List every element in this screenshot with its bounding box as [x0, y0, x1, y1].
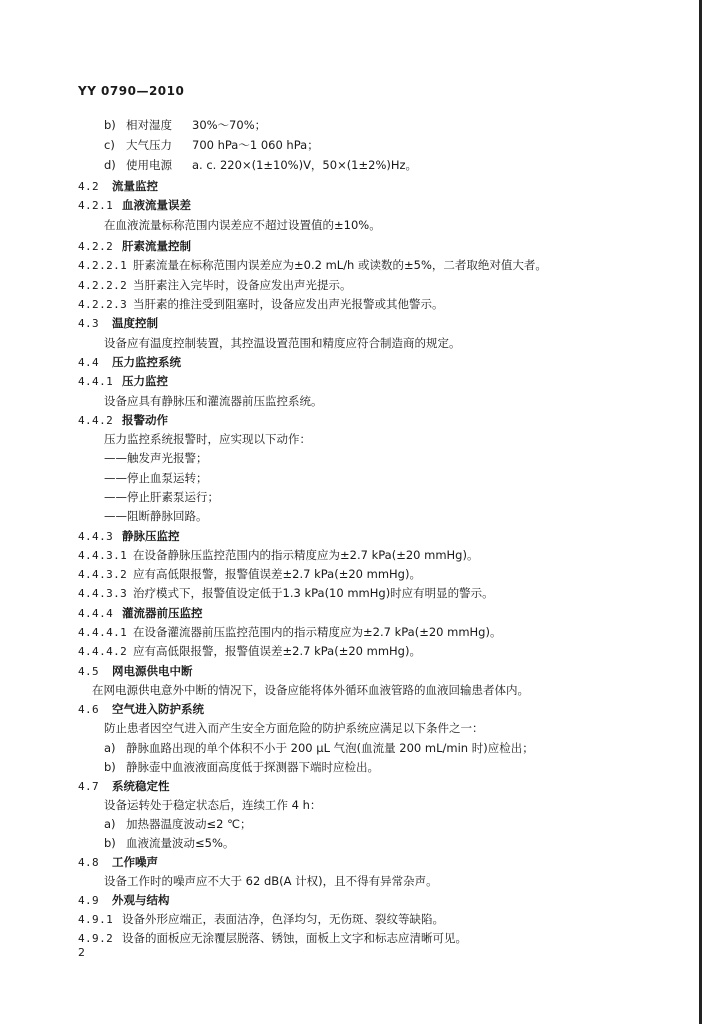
- paragraph-4-8: 设备工作时的噪声应不大于 62 dB(A 计权)，且不得有异常杂声。: [104, 874, 438, 888]
- section-heading-4-2: [78, 177, 158, 195]
- clause-text: 当肝素的推注受到阻塞时，设备应发出声光报警或其他警示。: [133, 297, 444, 311]
- paragraph-4-3: 设备应有温度控制装置，其控温设置范围和精度应符合制造商的规定。: [104, 336, 461, 350]
- section-heading-4-3: [78, 314, 158, 332]
- clause-text: 当肝素注入完毕时，设备应发出声光提示。: [133, 278, 352, 292]
- clause-4-4-4-2: [78, 642, 421, 660]
- clause-number: 4.4.4.2: [78, 645, 128, 658]
- section-number: 4.4.1: [78, 375, 114, 388]
- clause-number: 4.4.4.1: [78, 626, 128, 639]
- paragraph-4-5: 在网电源供电意外中断的情况下，设备应能将体外循环血液管路的血液回输患者体内。: [92, 683, 529, 697]
- section-title: 静脉压监控: [122, 529, 180, 543]
- list-marker: b): [104, 118, 116, 132]
- list-marker: b): [104, 760, 116, 774]
- section-number: 4.9: [78, 894, 100, 907]
- document-id: YY 0790—2010: [78, 84, 185, 98]
- list-item: [104, 834, 234, 852]
- section-number: 4.4.4: [78, 607, 114, 620]
- section-number: 4.2: [78, 180, 100, 193]
- section-number: 4.4.2: [78, 414, 114, 427]
- alarm-action-item: ——阻断静脉回路。: [104, 509, 208, 523]
- section-number: 4.6: [78, 703, 100, 716]
- list-marker: b): [104, 836, 116, 850]
- clause-text: 设备的面板应无涂覆层脱落、锈蚀，面板上文字和标志应清晰可见。: [122, 931, 467, 945]
- clause-4-9-2: [78, 929, 467, 947]
- section-heading-4-5: [78, 662, 193, 680]
- list-marker: d): [104, 158, 116, 172]
- clause-number: 4.4.3.1: [78, 549, 128, 562]
- clause-4-2-2-1: [78, 256, 547, 274]
- section-number: 4.2.1: [78, 199, 114, 212]
- section-title: 报警动作: [122, 413, 168, 427]
- clause-text: 在设备灌流器前压监控范围内的指示精度应为±2.7 kPa(±20 mmHg)。: [133, 625, 502, 639]
- list-marker: a): [104, 817, 116, 831]
- section-heading-4-4-4: [78, 604, 203, 622]
- alarm-action-item: ——触发声光报警；: [104, 451, 208, 465]
- clause-4-4-3-2: [78, 565, 421, 583]
- list-item: [104, 758, 379, 776]
- list-marker: c): [104, 138, 115, 152]
- clause-text: 应有高低限报警，报警值误差±2.7 kPa(±20 mmHg)。: [133, 567, 421, 581]
- clause-4-4-4-1: [78, 623, 501, 641]
- env-item-power: [104, 156, 417, 174]
- clause-number: 4.9.2: [78, 932, 114, 945]
- clause-number: 4.4.3.2: [78, 568, 128, 581]
- section-title: 温度控制: [112, 316, 158, 330]
- clause-number: 4.2.2.3: [78, 298, 128, 311]
- section-heading-4-4: [78, 353, 181, 371]
- env-item-humidity: [104, 116, 266, 134]
- section-title: 流量监控: [112, 179, 158, 193]
- list-item-text: 静脉壶中血液液面高度低于探测器下端时应检出。: [126, 760, 379, 774]
- list-item-text: 静脉血路出现的单个体积不小于 200 μL 气泡(血流量 200 mL/min 时)应检出；: [126, 741, 534, 755]
- section-number: 4.3: [78, 317, 100, 330]
- section-heading-4-9: [78, 891, 170, 909]
- section-title: 灌流器前压监控: [122, 606, 203, 620]
- clause-number: 4.2.2.1: [78, 259, 128, 272]
- env-value: 30%～70%；: [192, 118, 267, 132]
- section-number: 4.7: [78, 780, 100, 793]
- section-title: 肝素流量控制: [122, 239, 191, 253]
- list-item: [104, 739, 534, 757]
- env-label: 大气压力: [126, 138, 172, 152]
- env-label: 相对湿度: [126, 118, 172, 132]
- clause-number: 4.4.3.3: [78, 587, 128, 600]
- clause-text: 应有高低限报警，报警值误差±2.7 kPa(±20 mmHg)。: [133, 644, 421, 658]
- section-number: 4.8: [78, 856, 100, 869]
- section-heading-4-4-2: [78, 411, 168, 429]
- clause-text: 在设备静脉压监控范围内的指示精度应为±2.7 kPa(±20 mmHg)。: [133, 548, 479, 562]
- section-heading-4-6: [78, 700, 204, 718]
- paragraph-4-2-1: 在血液流量标称范围内误差应不超过设置值的±10%。: [104, 218, 381, 232]
- paragraph-4-4-2: 压力监控系统报警时，应实现以下动作：: [104, 432, 311, 446]
- clause-4-9-1: [78, 910, 444, 928]
- list-item: [104, 815, 252, 833]
- section-heading-4-4-3: [78, 527, 180, 545]
- section-number: 4.5: [78, 665, 100, 678]
- section-title: 网电源供电中断: [112, 664, 193, 678]
- clause-text: 肝素流量在标称范围内误差应为±0.2 mL/h 或读数的±5%，二者取绝对值大者。: [133, 258, 547, 272]
- section-title: 压力监控: [122, 374, 168, 388]
- alarm-action-item: ——停止血泵运转；: [104, 471, 208, 485]
- section-title: 系统稳定性: [112, 779, 170, 793]
- section-heading-4-8: [78, 853, 158, 871]
- clause-4-4-3-3: [78, 584, 494, 602]
- alarm-action-item: ——停止肝素泵运行；: [104, 490, 219, 504]
- clause-4-2-2-2: [78, 276, 352, 294]
- section-title: 血液流量误差: [122, 198, 191, 212]
- section-heading-4-4-1: [78, 372, 168, 390]
- env-label: 使用电源: [126, 158, 172, 172]
- section-number: 4.4: [78, 356, 100, 369]
- section-heading-4-2-2: [78, 237, 191, 255]
- list-marker: a): [104, 741, 116, 755]
- clause-number: 4.9.1: [78, 913, 114, 926]
- env-value: a. c. 220×(1±10%)V，50×(1±2%)Hz。: [192, 158, 418, 172]
- list-item-text: 加热器温度波动≤2 ℃；: [126, 817, 252, 831]
- section-heading-4-7: [78, 777, 170, 795]
- paragraph-4-6: 防止患者因空气进入而产生安全方面危险的防护系统应满足以下条件之一：: [104, 721, 484, 735]
- section-title: 工作噪声: [112, 855, 158, 869]
- section-number: 4.4.3: [78, 530, 114, 543]
- paragraph-4-7: 设备运转处于稳定状态后，连续工作 4 h：: [104, 798, 322, 812]
- section-title: 压力监控系统: [112, 355, 181, 369]
- section-heading-4-2-1: [78, 196, 191, 214]
- env-item-pressure: [104, 136, 319, 154]
- clause-4-2-2-3: [78, 295, 444, 313]
- paragraph-4-4-1: 设备应具有静脉压和灌流器前压监控系统。: [104, 394, 323, 408]
- page-number: 2: [78, 946, 85, 959]
- clause-4-4-3-1: [78, 546, 478, 564]
- clause-text: 设备外形应端正，表面洁净，色泽均匀，无伤斑、裂纹等缺陷。: [122, 912, 444, 926]
- section-title: 外观与结构: [112, 893, 170, 907]
- section-title: 空气进入防护系统: [112, 702, 204, 716]
- env-value: 700 hPa～1 060 hPa；: [192, 138, 319, 152]
- clause-text: 治疗模式下，报警值设定低于1.3 kPa(10 mmHg)时应有明显的警示。: [133, 586, 494, 600]
- clause-number: 4.2.2.2: [78, 279, 128, 292]
- list-item-text: 血液流量波动≤5%。: [126, 836, 235, 850]
- section-number: 4.2.2: [78, 240, 114, 253]
